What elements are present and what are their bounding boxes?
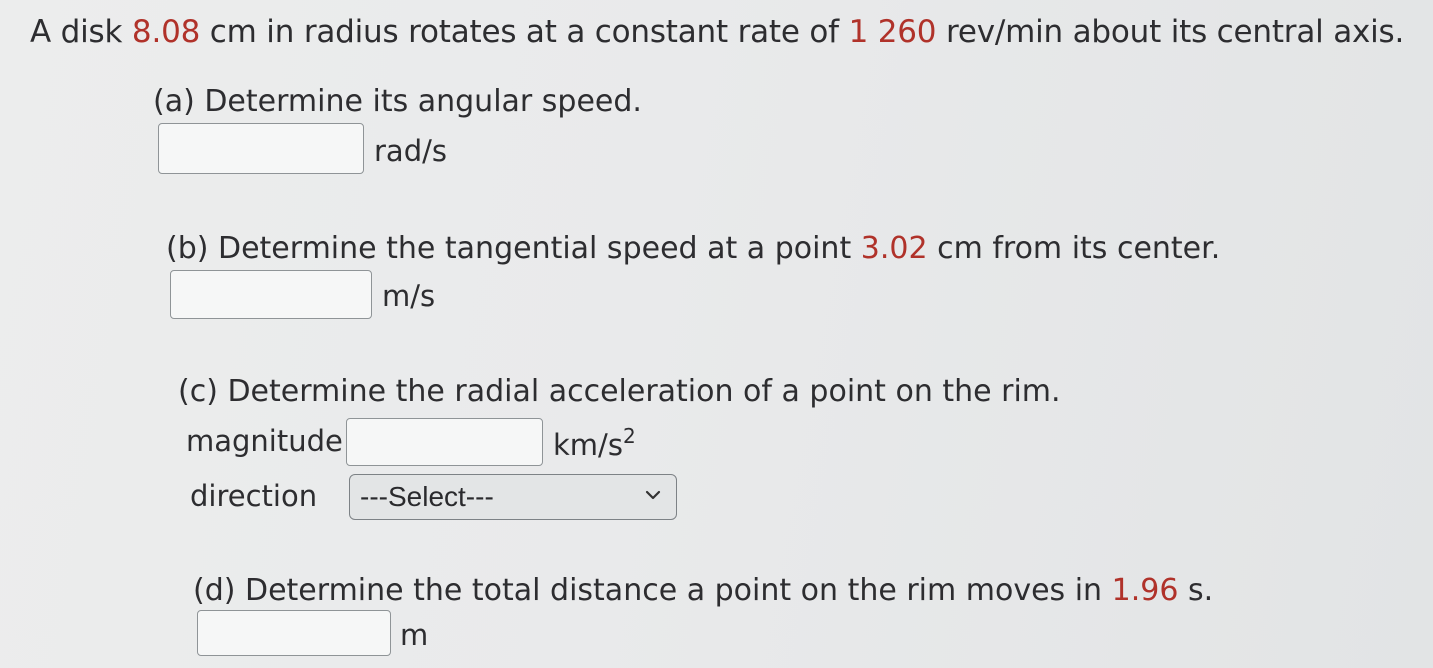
part-d-answer-input[interactable] xyxy=(197,610,391,656)
part-d-question xyxy=(193,573,1213,608)
radius-value: 8.08 xyxy=(131,14,201,50)
part-b-unit: m/s xyxy=(382,279,436,313)
part-d-unit: m xyxy=(400,618,429,652)
problem-statement xyxy=(30,14,1404,50)
magnitude-label: magnitude xyxy=(186,424,343,458)
part-a-answer-input[interactable] xyxy=(158,123,364,174)
part-a-question: (a) Determine its angular speed. xyxy=(153,84,642,119)
direction-select[interactable] xyxy=(349,474,677,520)
part-b-question-start: (b) Determine the tangential speed at a point xyxy=(166,231,861,266)
distance-value: 3.02 xyxy=(860,231,928,266)
intro-text-start: A disk xyxy=(30,14,132,50)
part-b-question-end: cm from its center. xyxy=(927,231,1221,266)
intro-text-middle: cm in radius rotates at a constant rate of xyxy=(200,14,849,50)
rate-value: 1 260 xyxy=(848,14,937,50)
part-b-question xyxy=(166,231,1220,266)
chevron-down-icon xyxy=(644,486,662,504)
direction-selected-value: ---Select--- xyxy=(360,481,494,512)
magnitude-unit-base: km/s xyxy=(553,428,623,462)
magnitude-unit-exponent: 2 xyxy=(622,424,636,448)
direction-label: direction xyxy=(190,479,318,513)
time-value: 1.96 xyxy=(1111,573,1179,608)
magnitude-unit xyxy=(553,424,636,462)
intro-text-end: rev/min about its central axis. xyxy=(936,14,1405,50)
part-d-question-start: (d) Determine the total distance a point on the rim moves in xyxy=(193,573,1112,608)
part-c-question: (c) Determine the radial acceleration of a point on the rim. xyxy=(178,374,1061,409)
magnitude-input[interactable] xyxy=(346,418,543,466)
part-d-question-end: s. xyxy=(1178,573,1214,608)
part-a-unit: rad/s xyxy=(374,134,447,168)
part-b-answer-input[interactable] xyxy=(170,270,372,319)
